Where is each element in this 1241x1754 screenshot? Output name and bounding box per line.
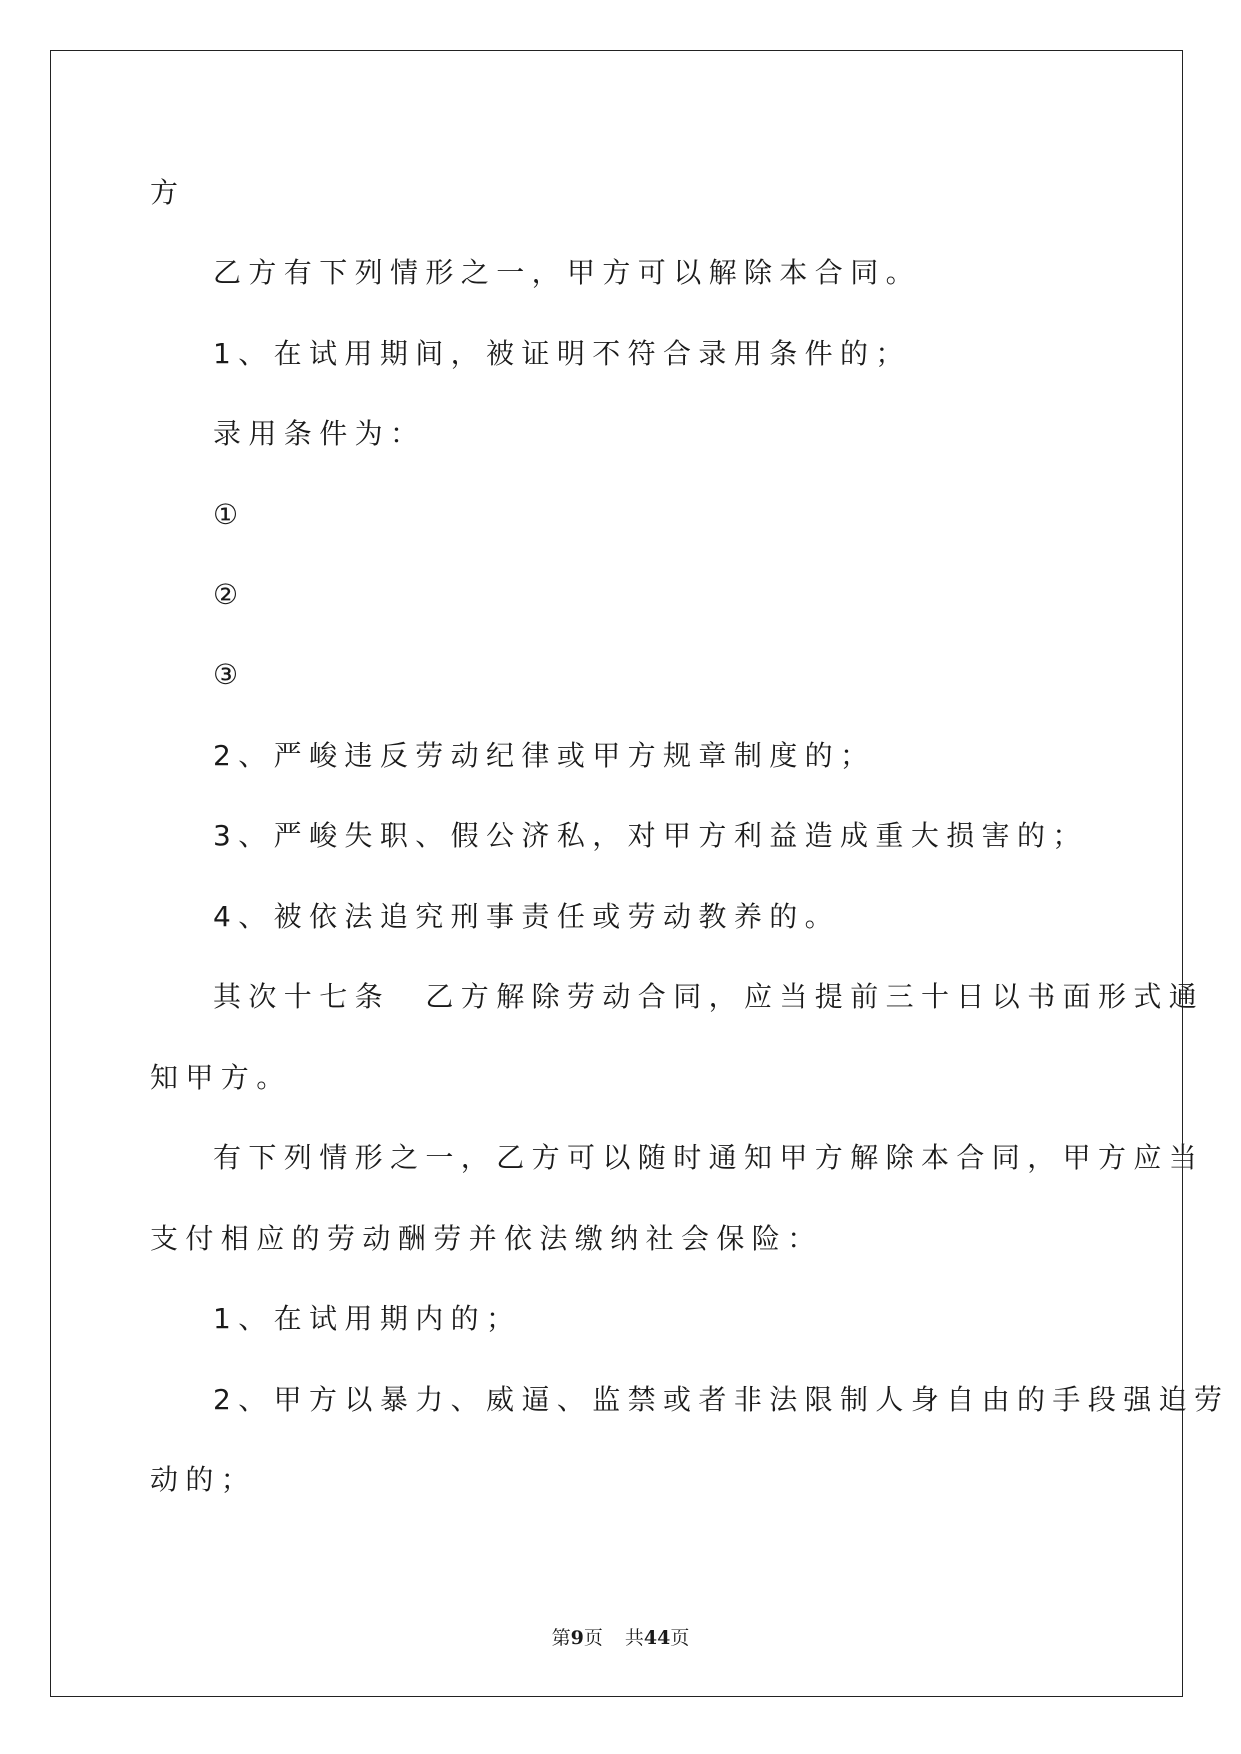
text-line: 录用条件为： (213, 417, 426, 450)
text-line: 1、在试用期间，被证明不符合录用条件的； (213, 337, 911, 370)
page-footer (0, 1625, 1241, 1651)
total-suffix: 页 (670, 1627, 690, 1649)
text-line: ③ (213, 658, 246, 691)
text-line: 2、甲方以暴力、威逼、监禁或者非法限制人身自由的手段强迫劳 (213, 1383, 1230, 1416)
text-line: 动的； (150, 1463, 257, 1496)
text-line: 其次十七条 乙方解除劳动合同，应当提前三十日以书面形式通 (213, 980, 1205, 1013)
total-pages: 44 (643, 1627, 671, 1649)
text-line: 乙方有下列情形之一，甲方可以解除本合同。 (213, 256, 922, 289)
text-line: 知甲方。 (150, 1061, 292, 1094)
text-line: ② (213, 578, 246, 611)
text-line: 1、在试用期内的； (213, 1302, 522, 1335)
text-line: 方 (150, 176, 186, 209)
page-prefix: 第 (551, 1627, 571, 1649)
text-line: 有下列情形之一，乙方可以随时通知甲方解除本合同，甲方应当 (213, 1141, 1205, 1174)
page-suffix: 页 (583, 1627, 603, 1649)
text-line: 2、严峻违反劳动纪律或甲方规章制度的； (213, 739, 876, 772)
text-line: 支付相应的劳动酬劳并依法缴纳社会保险： (150, 1222, 823, 1255)
page-border (50, 50, 1183, 1697)
text-line: 3、严峻失职、假公济私，对甲方利益造成重大损害的； (213, 819, 1088, 852)
total-prefix: 共 (624, 1627, 644, 1649)
page-number: 9 (570, 1627, 584, 1649)
text-line: ① (213, 498, 246, 531)
text-line: 4、被依法追究刑事责任或劳动教养的。 (213, 900, 841, 933)
